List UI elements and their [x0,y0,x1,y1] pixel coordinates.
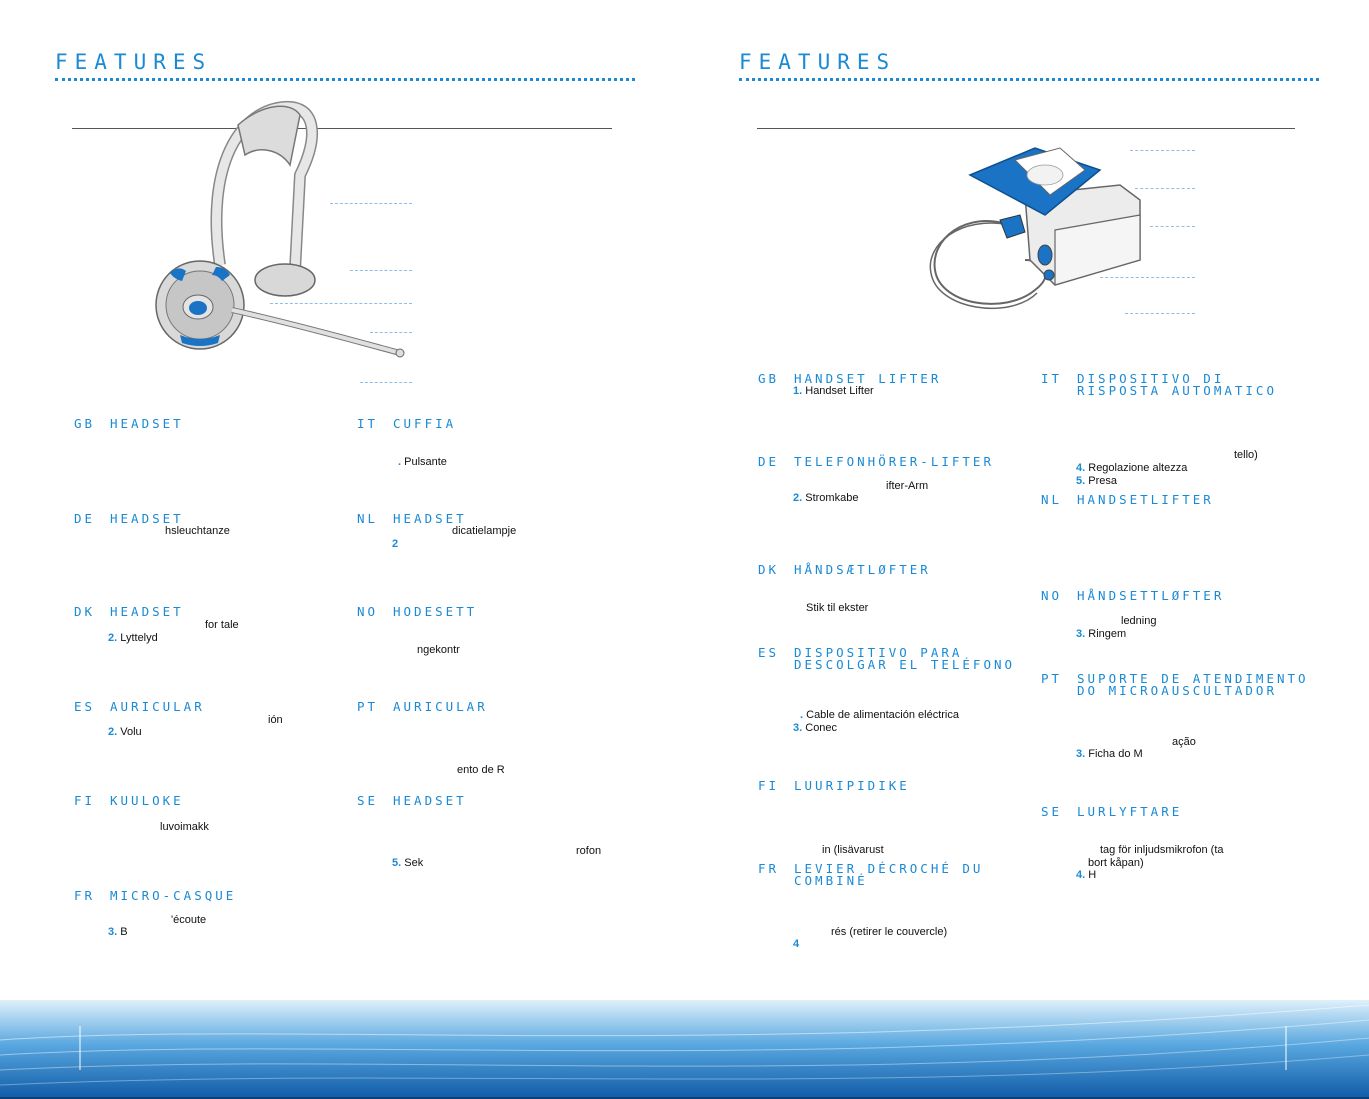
section-title: AURICULAR [110,699,205,714]
language-code: NO [1041,588,1063,603]
headset-section-de [74,513,344,525]
callout-line [330,203,412,204]
feature-item: 5. Sek [392,857,424,869]
feature-number: 4 [793,938,800,950]
headset-section-fr [74,890,344,902]
section-title: CUFFIA [393,416,457,431]
section-title: HANDSET LIFTER [794,371,942,386]
section-title: MICRO-CASQUE [110,888,237,903]
lifter-section-pt [1041,673,1311,697]
feature-item: 2. Lyttelyd [108,632,158,644]
text-fragment: ação [1172,736,1196,748]
text-fragment: in (lisävarust [822,844,884,856]
right-section-rule [757,128,1295,129]
feature-item: 3. B [108,926,128,938]
language-code: ES [74,699,96,714]
text-fragment: for tale [205,619,239,631]
language-code: IT [1041,371,1063,386]
lifter-section-no [1041,590,1311,602]
section-title: HÅNDSÆTLØFTER [794,562,931,577]
feature-item: 2. Volu [108,726,142,738]
section-title: HÅNDSETTLØFTER [1077,588,1225,603]
lifter-section-de [758,456,1028,468]
section-title: DISPOSITIVO PARA DESCOLGAR EL TELÉFONO [794,645,1016,672]
lifter-section-es [758,647,1028,671]
section-title: HODESETT [393,604,478,619]
language-code: PT [1041,671,1063,686]
headset-section-gb [74,418,344,430]
feature-number: 2 [392,538,399,550]
callout-line [1150,226,1195,227]
feature-item: 5. Presa [1076,475,1117,487]
left-page-title: FEATURES [55,50,213,74]
feature-item: 2. Stromkabe [793,492,859,504]
left-title-divider [55,78,635,84]
feature-item: 4. Regolazione altezza [1076,462,1188,474]
callout-line [270,303,412,304]
lifter-section-fr [758,863,1028,887]
section-title: LEVIER DÉCROCHÉ DU COMBINÉ [794,861,984,888]
feature-item: . Pulsante [398,456,447,468]
footer-wave-banner [0,1000,1369,1099]
text-fragment: ifter-Arm [886,480,929,492]
section-title: HEADSET [393,793,467,808]
lifter-section-nl [1041,494,1311,506]
language-code: DE [758,454,780,469]
headset-section-dk [74,606,344,618]
language-code: GB [74,416,96,431]
lifter-section-it [1041,373,1311,397]
language-code: NO [357,604,379,619]
text-fragment: tello) [1234,449,1258,461]
language-code: FI [74,793,96,808]
lifter-section-gb [758,373,1028,385]
section-title: DISPOSITIVO DI RISPOSTA AUTOMATICO [1077,371,1277,398]
headset-section-no [357,606,627,618]
feature-item: 3. Ficha do M [1076,748,1143,760]
language-code: SE [1041,804,1063,819]
text-fragment: rofon [576,845,602,857]
text-fragment: 'écoute [171,914,207,926]
text-fragment: ión [268,714,283,726]
text-fragment: luvoimakk [160,821,209,833]
callout-line [350,270,412,271]
text-fragment: tag för inljudsmikrofon (ta [1100,844,1224,856]
callout-line [1135,188,1195,189]
section-title: HEADSET [110,604,184,619]
section-title: LUURIPIDIKE [794,778,910,793]
language-code: ES [758,645,780,660]
section-title: HEADSET [110,511,184,526]
headset-illustration [150,95,420,390]
feature-item: 1. Handset Lifter [793,385,874,397]
section-title: TELEFONHÖRER-LIFTER [794,454,994,469]
headset-section-es [74,701,344,713]
language-code: NL [1041,492,1063,507]
section-title: SUPORTE DE ATENDIMENTO DO MICROAUSCULTADOR [1077,671,1309,698]
callout-line [1130,150,1195,151]
text-fragment: ngekontr [417,644,460,656]
language-code: SE [357,793,379,808]
text-fragment: ledning [1121,615,1157,627]
language-code: FI [758,778,780,793]
lifter-section-fi [758,780,1028,792]
headset-section-it [357,418,627,430]
text-fragment: dicatielampje [452,525,517,537]
callout-line [1100,277,1195,278]
section-title: KUULOKE [110,793,184,808]
section-title: HEADSET [393,511,467,526]
callout-line [1125,313,1195,314]
section-title: LURLYFTARE [1077,804,1183,819]
text-fragment: bort kåpan) [1088,857,1144,869]
section-title: AURICULAR [393,699,488,714]
section-title: HANDSETLIFTER [1077,492,1214,507]
right-page-title: FEATURES [739,50,897,74]
headset-section-pt [357,701,627,713]
handset-lifter-illustration [925,140,1155,320]
lifter-section-dk [758,564,1028,576]
callout-line [370,332,412,333]
text-fragment: ento de R [457,764,505,776]
section-title: HEADSET [110,416,184,431]
text-fragment: hsleuchtanze [165,525,230,537]
language-code: DK [74,604,96,619]
language-code: DE [74,511,96,526]
language-code: FR [74,888,96,903]
feature-item: . Cable de alimentación eléctrica [800,709,959,721]
callout-line [360,382,412,383]
language-code: PT [357,699,379,714]
headset-section-nl [357,513,627,525]
right-title-divider [739,78,1319,84]
language-code: DK [758,562,780,577]
feature-item: 3. Conec [793,722,838,734]
headset-section-se [357,795,627,807]
language-code: GB [758,371,780,386]
language-code: FR [758,861,780,876]
language-code: NL [357,511,379,526]
language-code: IT [357,416,379,431]
feature-item: 4. H [1076,869,1097,881]
text-fragment: Stik til ekster [806,602,869,614]
feature-item: 3. Ringem [1076,628,1127,640]
lifter-section-se [1041,806,1311,818]
headset-section-fi [74,795,344,807]
text-fragment: rés (retirer le couvercle) [831,926,948,938]
